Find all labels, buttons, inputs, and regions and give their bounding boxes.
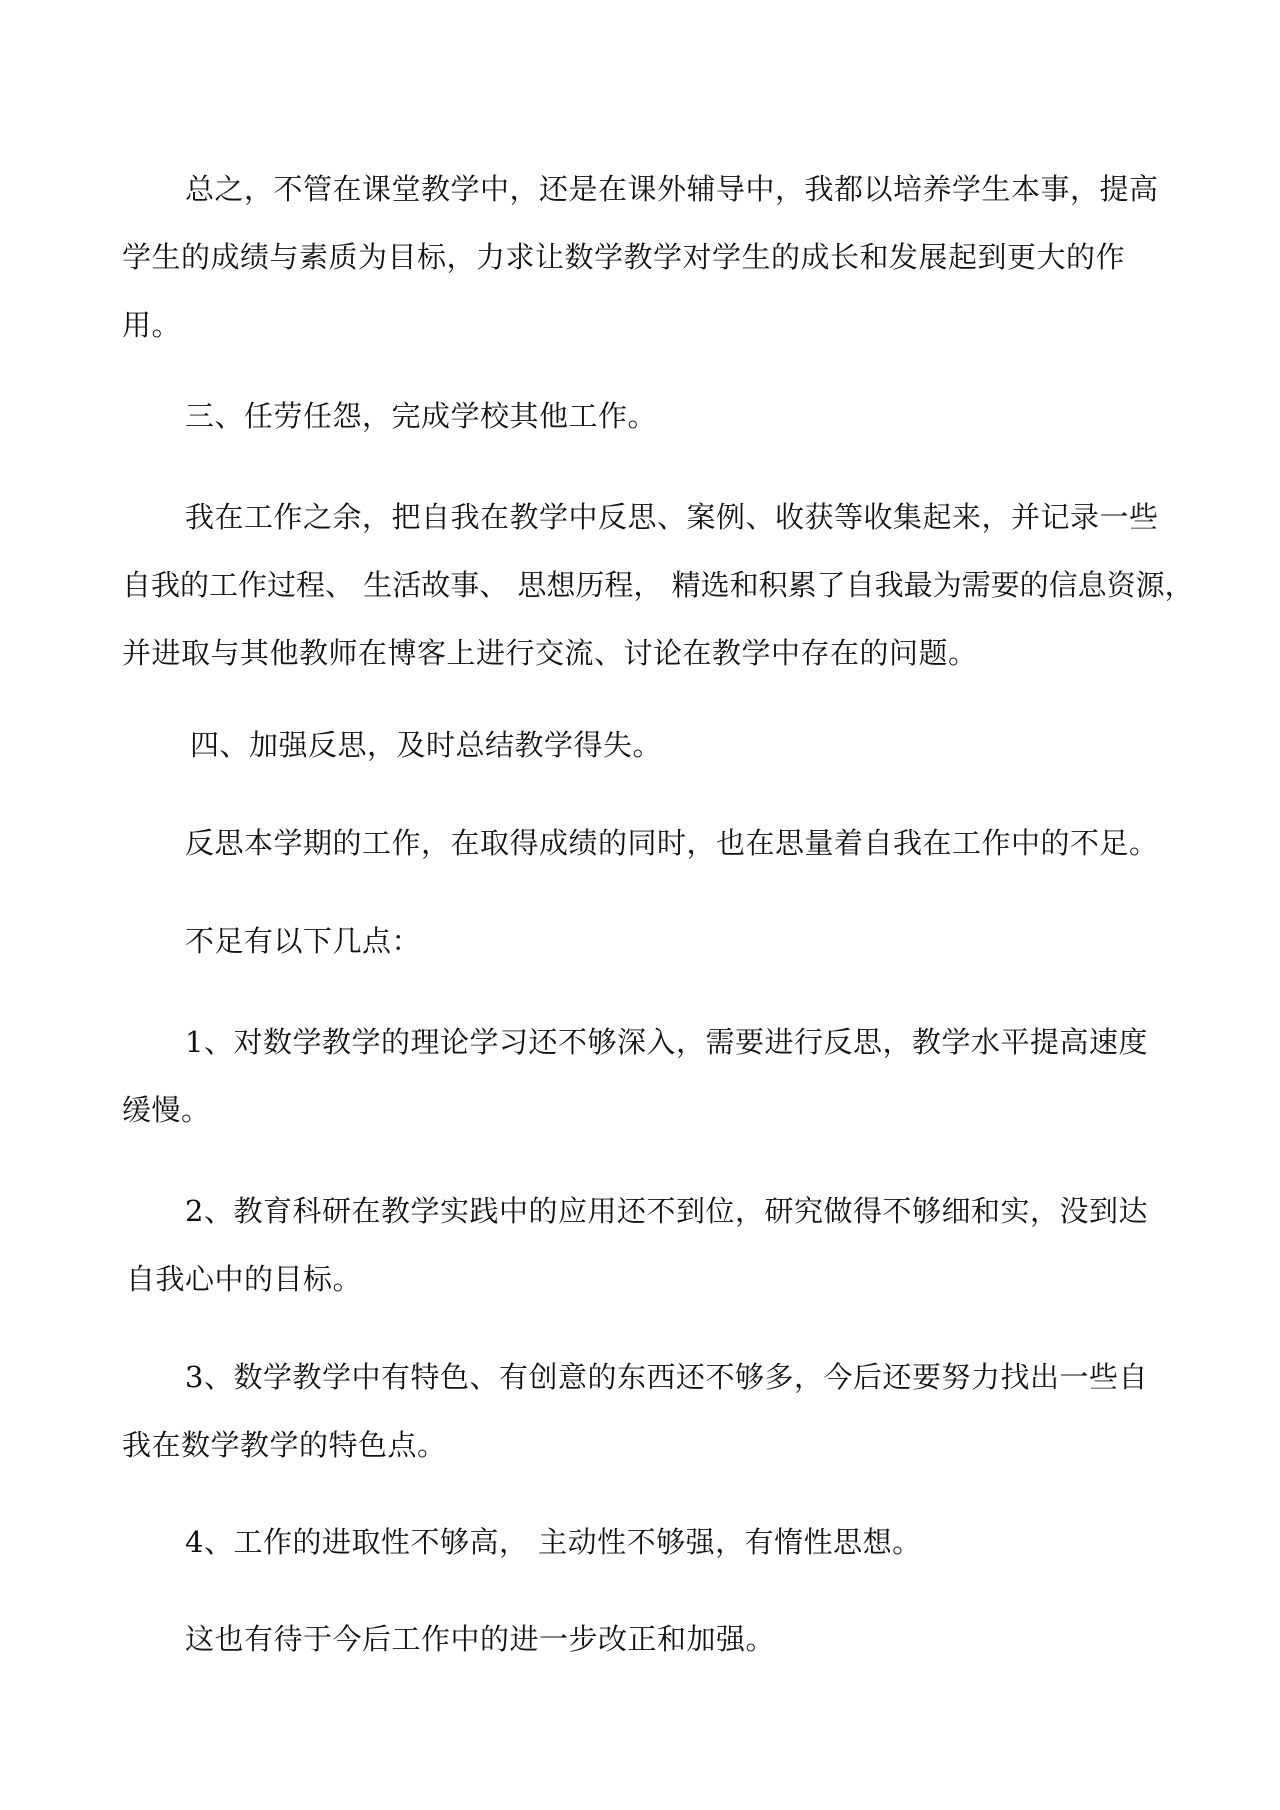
paragraph-reflection: 反思本学期的工作，在取得成绩的同时，也在思量着自我在工作中的不足。 [185,826,1159,860]
paragraph-summary-line-3: 用。 [122,308,182,342]
section-heading-3: 三、任劳任怨，完成学校其他工作。 [185,399,658,433]
section-heading-4: 四、加强反思，及时总结教学得失。 [190,728,663,762]
list-item-3-line-1: 3、数学教学中有特色、有创意的东西还不够多，今后还要努力找出一些自 [185,1360,1148,1394]
list-item-1-line-1: 1、对数学教学的理论学习还不够深入，需要进行反思，教学水平提高速度 [185,1025,1148,1059]
paragraph-work-line-1: 我在工作之余，把自我在教学中反思、案例、收获等收集起来，并记录一些 [185,500,1159,534]
paragraph-summary-line-1: 总之，不管在课堂教学中，还是在课外辅导中，我都以培养学生本事，提高 [185,172,1159,206]
paragraph-work-line-3: 并进取与其他教师在博客上进行交流、讨论在教学中存在的问题。 [122,636,978,670]
list-item-2-line-2: 自我心中的目标。 [126,1262,363,1296]
list-item-1-line-2: 缓慢。 [122,1093,211,1127]
paragraph-summary-line-2: 学生的成绩与素质为目标，力求让数学教学对学生的成长和发展起到更大的作 [122,240,1126,274]
paragraph-closing: 这也有待于今后工作中的进一步改正和加强。 [185,1622,776,1656]
paragraph-work-line-2: 自我的工作过程、 生活故事、 思想历程， 精选和积累了自我最为需要的信息资源， [122,568,1194,602]
list-item-3-line-2: 我在数学教学的特色点。 [122,1428,447,1462]
list-item-4: 4、工作的进取性不够高， 主动性不够强，有惰性思想。 [185,1525,922,1559]
list-item-2-line-1: 2、教育科研在教学实践中的应用还不到位，研究做得不够细和实，没到达 [185,1194,1148,1228]
paragraph-shortcomings-intro: 不足有以下几点： [185,924,422,958]
